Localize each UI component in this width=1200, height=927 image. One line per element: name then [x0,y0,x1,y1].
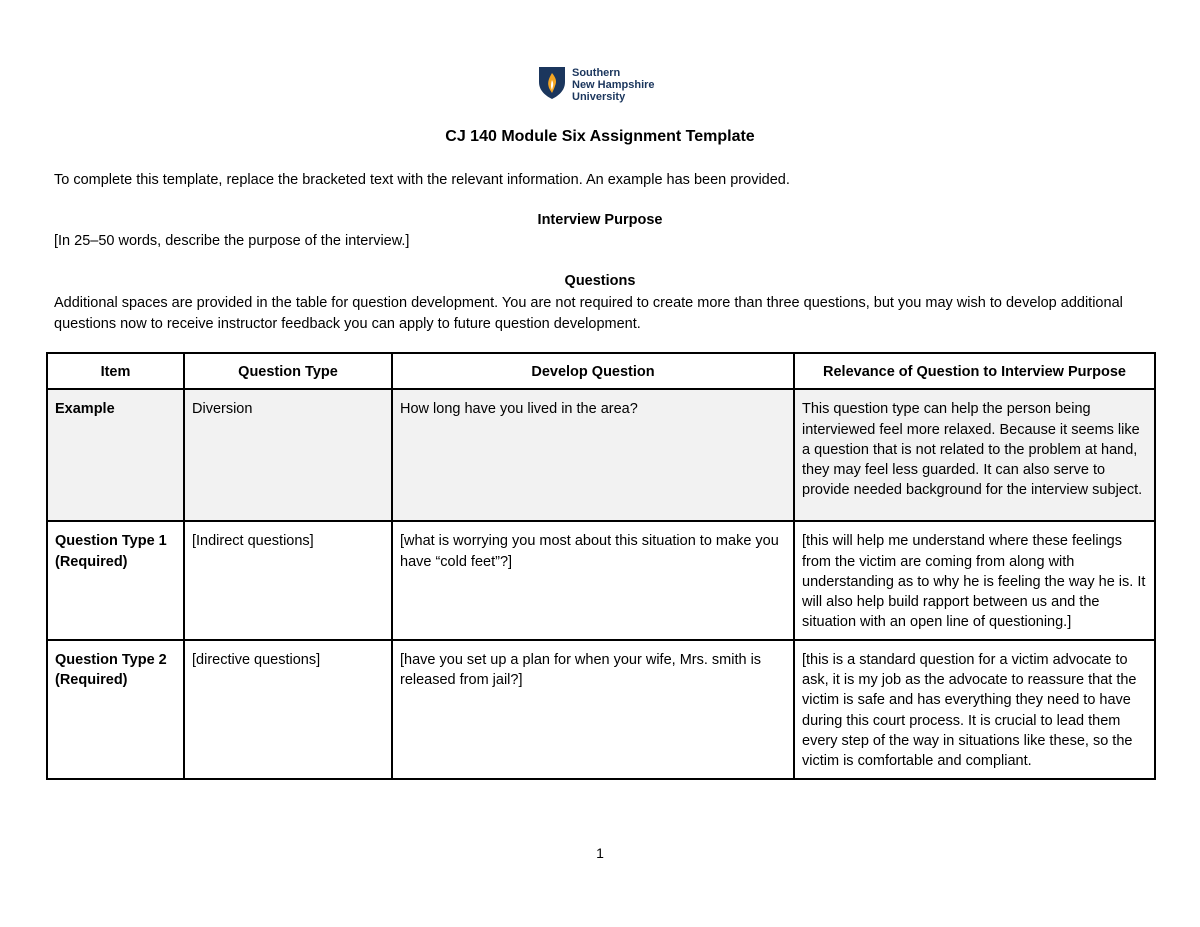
cell-question-type[interactable]: [directive questions] [184,640,392,779]
university-logo [538,66,655,103]
table-row-question-2 [47,640,1155,779]
shield-flame-icon [538,66,566,100]
header-item: Item [47,353,184,389]
header-question-type: Question Type [184,353,392,389]
cell-question-type: Diversion [184,389,392,521]
cell-question-type[interactable]: [Indirect questions] [184,521,392,639]
questions-table [46,352,1156,780]
questions-heading: Questions [564,273,636,289]
cell-relevance: This question type can help the person being interviewed feel more relaxed. Because it seems like a question that is not related to the problem at hand, they may feel less guarded. It can also serve to provide needed background for the interview subject. [794,389,1155,521]
logo-line-3: University [572,91,626,103]
logo-text [572,66,655,103]
table-row-example [47,389,1155,521]
table-header-row [47,353,1155,389]
cell-item: Question Type 2 (Required) [47,640,184,779]
cell-develop-question[interactable]: [have you set up a plan for when your wife, Mrs. smith is released from jail?] [392,640,794,779]
questions-text: Additional spaces are provided in the table for question development. You are not required to create more than three questions, but you may wish to develop additional questions now to receive instructor feedback you can apply to future question development. [54,295,1123,332]
logo-line-2: New Hampshire [572,79,655,91]
logo-line-1: Southern [572,67,621,79]
instructions-text: To complete this template, replace the bracketed text with the relevant information. An example has been provided. [54,172,790,188]
header-develop-question: Develop Question [392,353,794,389]
interview-purpose-heading: Interview Purpose [537,212,663,228]
cell-relevance[interactable]: [this is a standard question for a victim advocate to ask, it is my job as the advocate to reassure that the victim is safe and has everything they need to have during this court process. It is crucial to lead them every step of the way in situations like these, so the victim is comfortable and compliant. [794,640,1155,779]
header-relevance: Relevance of Question to Interview Purpose [794,353,1155,389]
cell-relevance[interactable]: [this will help me understand where these feelings from the victim are coming from along with understanding as to why he is feeling the way he is. It will also help build rapport between us and the situation with an open line of questioning.] [794,521,1155,639]
document-title: CJ 140 Module Six Assignment Template [445,128,755,145]
cell-item: Example [47,389,184,521]
cell-develop-question: How long have you lived in the area? [392,389,794,521]
cell-item: Question Type 1 (Required) [47,521,184,639]
cell-develop-question[interactable]: [what is worrying you most about this situation to make you have “cold feet”?] [392,521,794,639]
interview-purpose-text: [In 25–50 words, describe the purpose of the interview.] [54,233,410,249]
page-number: 1 [596,845,604,861]
table-row-question-1 [47,521,1155,639]
